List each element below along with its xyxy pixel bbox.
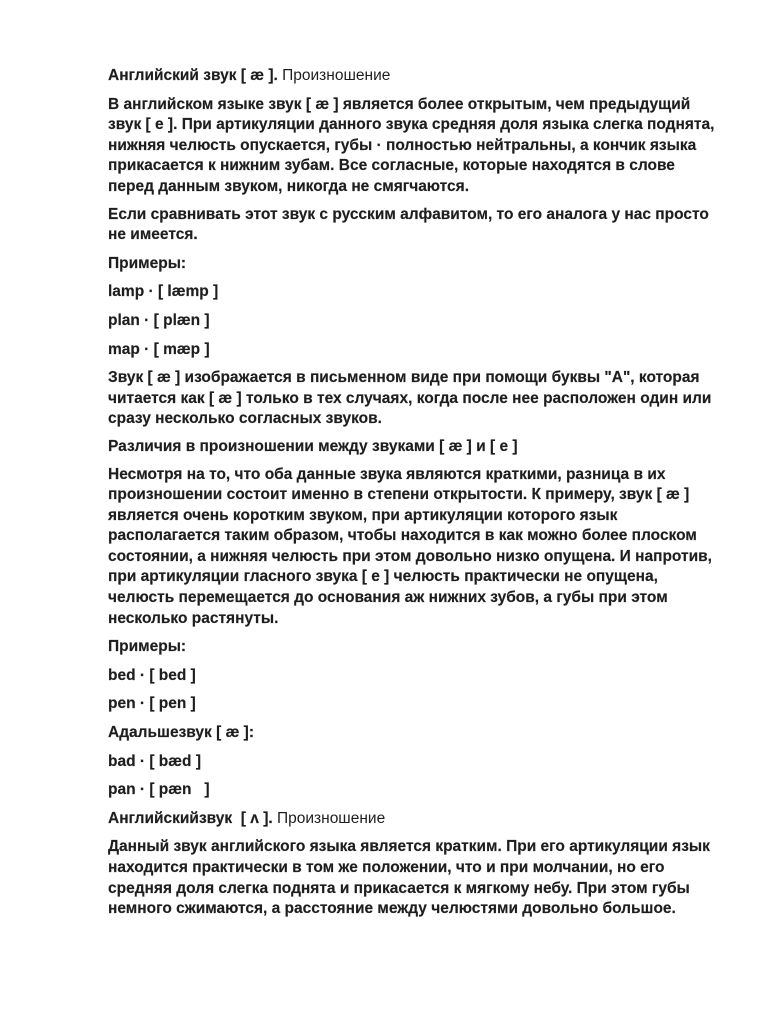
heading-wedge-main: Английскийзвук [ ʌ ]. <box>108 809 277 827</box>
example-item: plan · [ plæn ] <box>108 311 210 329</box>
heading-ae-main: Английский звук [ æ ]. <box>108 67 283 84</box>
paragraph-ae-spelling: Звук [ æ ] изображается в письменном виде при помощи буквы "A", которая читается как [ æ ] только в тех случаях, когда после нее расположен один или сразу несколько согласных звуков. <box>108 369 712 428</box>
paragraph-wedge-description: Данный звук английского языка является кратким. При его артикуляции язык находится практически в том же положении, что и при молчании, но его средняя доля слегка поднята и прикасается к мягкому небу. При этом губы немного сжимаются, а расстояние между челюстями довольно большое. <box>108 838 710 918</box>
heading-ae-e-differences: Различия в произношении между звуками [ æ ] и [ e ] <box>108 437 518 455</box>
example-item: lamp · [ læmp ] <box>108 283 219 301</box>
paragraph-ae-e-differences: Несмотря на то, что оба данные звука являются краткими, разница в их произношении состоит именно в степени открытости. К примеру, звук [ æ ] является очень коротким звуком, при артикуляции которого язык располагается таким образом, чтобы находится в как можно более плоском состоянии, а нижняя челюсть при этом довольно низко опущена. И напротив, при артикуляции гласного звука [ e ] челюсть практически не опущена, челюсть перемещается до основания аж нижних зубов, а губы при этом несколько растянуты. <box>108 465 712 627</box>
example-item: bad · [ bæd ] <box>108 752 201 770</box>
example-item: pen · [ pen ] <box>108 695 196 713</box>
label-adalshe: Адальшезвук [ æ ]: <box>108 724 254 742</box>
examples-label: Примеры: <box>108 638 187 656</box>
example-item: bed · [ bed ] <box>108 666 196 684</box>
heading-wedge-rest: Произношение <box>276 809 386 827</box>
heading-ae-rest: Произношение <box>282 67 391 84</box>
example-item: pan · [ pæn ] <box>108 781 210 799</box>
document-page <box>108 66 718 920</box>
heading-ae-sound <box>108 66 718 87</box>
example-item: map · [ mæp ] <box>108 340 210 358</box>
examples-label: Примеры: <box>108 254 187 272</box>
heading-wedge-sound <box>108 809 718 830</box>
paragraph-ae-russian-comparison: Если сравнивать этот звук с русским алфавитом, то его аналога у нас просто не имеется. <box>108 205 709 244</box>
paragraph-ae-description: В английском языке звук [ æ ] является более открытым, чем предыдущий звук [ e ]. При артикуляции данного звука средняя доля языка слегка поднята, нижняя челюсть опускается, губы · полностью нейтральны, а кончик языка прикасается к нижним зубам. Все согласные, которые находятся в слове перед данным звуком, никогда не смягчаются. <box>108 95 715 195</box>
